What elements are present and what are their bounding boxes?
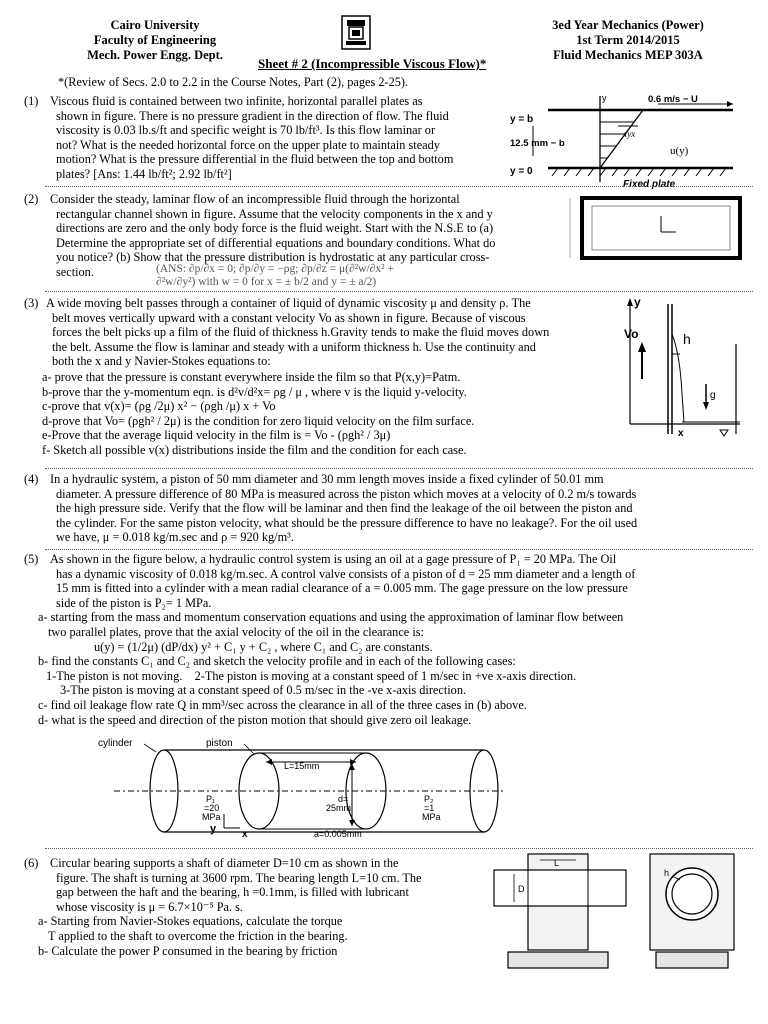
fig1-y-label: y [602,93,607,103]
q2-line: section. [56,264,94,279]
fig6-d-label: D [518,884,525,894]
question-number: (3) [24,296,39,310]
sheet-note: *(Review of Secs. 2.0 to 2.2 in the Course Notes, Part (2), pages 2-25). [58,75,409,89]
question-number: (6) [24,856,39,870]
q4-line: the high pressure side. Verify that the flow will be laminar and then find the leakage of the oil between the piston and [56,501,633,516]
university-block [70,18,240,63]
question-number: (4) [24,472,39,486]
q4-line: we have, μ = 0.018 kg/m.sec and ρ = 920 kg/m³. [56,530,294,545]
q6-item: b- Calculate the power P consumed in the bearing by friction [38,943,338,958]
q5-figure [94,738,514,838]
question-3 [24,296,619,458]
fig1-y0-label: y = 0 [510,166,533,177]
q3-item: f- Sketch all possible v(x) distributions inside the film and the condition for each case. [42,442,467,457]
separator [45,468,753,469]
q6-figure-side [490,852,630,978]
fig5-y-label: y [210,823,217,835]
q2-answer-line: (ANS: ∂p/∂x = 0; ∂p/∂y = −ρg; ∂p/∂z = μ(∂²w/∂x² + [156,263,394,275]
question-number: (1) [24,94,39,108]
separator [45,549,753,550]
fig5-cylinder-label: cylinder [98,738,133,749]
course-year: 3ed Year Mechanics (Power) [552,18,704,32]
fig1-u-label: u(y) [670,145,689,157]
q1-line: viscosity is 0.03 lb.s/ft and specific weight is 70 lb/ft³. Is this flow laminar or [56,123,436,138]
q4-line: In a hydraulic system, a piston of 50 mm diameter and 30 mm length moves inside a fixed cylinder of 50.01 mm [50,472,604,486]
q4-line: the cylinder. For the same piston velocity, what should be the pressure difference to have no leakage?. For the oil used [56,515,638,530]
q3-line: A wide moving belt passes through a container of liquid of dynamic viscosity μ and density ρ. The [46,296,531,310]
q5-item: 3-The piston is moving at a constant speed of 0.5 m/sec in the -ve x-axis direction. [60,683,467,698]
fig1-yb-label: y = b [510,114,534,125]
q3-item: c-prove that v(x)= (ρg /2μ) x² − (ρgh /μ) x + Vo [42,399,276,414]
q2-answer [156,263,394,288]
fig3-h-label: h [683,331,691,347]
q5-item: c- find oil leakage flow rate Q in mm³/sec across the clearance in all of the three cases in (b) above. [38,697,527,712]
fig3-g-label: g [710,390,716,401]
fig3-v-label: Vo [624,327,639,341]
q5-item: 1-The piston is not moving. 2-The piston is moving at a constant speed of 1 m/sec in +ve x-axis direction. [46,668,577,683]
q1-line: Viscous fluid is contained between two infinite, horizontal parallel plates as [50,94,423,108]
fig1-velocity-label: 0.6 m/s − U [648,94,698,105]
q5-line: side of the piston is P₂= 1 MPa. [56,595,212,610]
separator [45,848,753,849]
q6-figure-front [646,852,740,978]
q6-line: whose viscosity is μ = 6.7×10⁻⁵ Pa. s. [56,899,244,914]
q3-item: d-prove that Vo= (ρgh² / 2μ) is the condition for zero liquid velocity on the film surface. [42,413,475,428]
q6-item: a- Starting from Navier-Stokes equations, calculate the torque [38,914,343,929]
course-block [518,18,738,63]
fig5-p2-label: P₂ [424,794,434,804]
q1-line: plates? [Ans: 1.44 lb/ft²; 2.92 lb/ft²] [56,166,232,181]
q2-line: Consider the steady, laminar flow of an incompressible fluid through the horizontal [50,192,460,206]
q4-line: diameter. A pressure difference of 80 MPa is measured across the piston which moves at a velocity of 0.2 m/s towards [56,486,637,501]
q2-figure [560,192,750,264]
q3-line: the belt. Assume the flow is laminar and steady with a uniform thickness h. Use the continuity and [52,339,536,354]
q5-line: 15 mm is fitted into a cylinder with a mean radial clearance of a = 0.005 mm. The gage pressure on the low pressure [56,581,628,596]
fig5-p1-value: =20 [204,803,220,813]
q2-line: directions are zero and the only body force is the fluid weight. Start with the N.S.E to (a) [56,221,494,236]
separator [45,291,753,292]
q1-line: not? What is the needed horizontal force on the upper plate to maintain steady [56,137,440,152]
q3-item: a- prove that the pressure is constant everywhere inside the film so that P(x,y)=Patm. [42,369,461,384]
question-number: (2) [24,192,39,206]
q3-line: belt moves vertically upward with a constant velocity Vo as shown in figure. Because of viscous [52,310,526,325]
q6-line: gap between the haft and the bearing, h =0.1mm, is filled with lubricant [56,885,409,900]
q3-item: b-prove thar the y-momentum eqn. is d²v/d²x= ρg / μ , where v is the liquid y-velocity. [42,384,467,399]
q3-item: e-Prove that the average liquid velocity in the film is = Vo - (ρgh² / 3μ) [42,428,391,443]
faculty-name: Faculty of Engineering [93,33,217,47]
separator [45,186,753,187]
q5-item: u(y) = (1/2μ) (dP/dx) y² + C₁ y + C₂ , where C₁ and C₂ are constants. [94,639,433,654]
q2-answer-line: ∂²w/∂y²) with w = 0 for x = ± b/2 and y = ± a/2) [156,275,377,288]
question-1 [24,94,504,182]
q6-item: T applied to the shaft to overcome the friction in the bearing. [48,928,348,943]
fig6-l-label: L [554,858,560,868]
fig5-p2-value: =1 [424,803,435,813]
university-name: Cairo University [110,18,200,32]
fig1-gap-label: 12.5 mm − b [510,138,565,149]
q5-line: As shown in the figure below, a hydraulic control system is using an oil at a gage pressure of P₁ = 20 MPa. The Oil [50,552,617,566]
q5-item: a- starting from the mass and momentum conservation equations and using the approximation of laminar flow between [38,610,624,625]
q2-line: rectangular channel shown in figure. Assume that the velocity components in the x and y [56,206,493,221]
fig5-a-label: a=0.005mm [314,829,362,838]
question-4 [24,472,754,545]
q5-line: has a dynamic viscosity of 0.018 kg/m.sec. A control valve consists of a piston of d = 25 mm diameter and a length of [56,566,636,581]
q1-line: shown in figure. There is no pressure gradient in the direction of flow. The fluid [56,108,449,123]
fig5-length-label: L=15mm [284,761,320,771]
q5-item: b- find the constants C₁ and C₂ and sketch the velocity profile and in each of the following cases: [38,654,516,669]
fig6-h-label: h [664,868,670,878]
fig5-d-value: 25mm [326,803,352,813]
q1-figure [508,92,740,190]
fig5-p2-unit: MPa [422,812,441,822]
course-code: Fluid Mechanics MEP 303A [553,48,703,62]
question-5 [24,552,754,727]
fig5-d-label: d= [338,794,349,804]
fig5-piston-label: piston [206,738,233,749]
q2-line: Determine the appropriate set of differential equations and boundary conditions. What do [56,235,496,250]
q5-item: d- what is the speed and direction of the piston motion that should give zero oil leakage. [38,712,472,727]
department-name: Mech. Power Engg. Dept. [87,48,223,62]
course-term: 1st Term 2014/2015 [576,33,680,47]
question-6 [24,856,484,958]
fig5-x-label: x [242,829,248,838]
q3-line: both the x and y Navier-Stokes equations to: [52,354,271,369]
q5-item: two parallel plates, prove that the axial velocity of the oil in the clearance is: [48,624,424,639]
sheet-title: Sheet # 2 (Incompressible Viscous Flow)* [258,56,487,71]
fig3-x-label: x [678,428,684,439]
university-logo [340,14,372,52]
q2-line: you notice? (b) Show that the pressure distribution is hydrostatic at any particular cross- [56,250,490,265]
fig3-y-label: y [634,295,641,309]
fig1-plate-label: Fixed plate [623,179,676,190]
q3-line: forces the belt picks up a film of the fluid of thickness h.Gravity tends to make the fluid moves down [52,325,550,340]
q6-line: figure. The shaft is turning at 3600 rpm. The bearing length L=10 cm. The [56,870,422,885]
q6-line: Circular bearing supports a shaft of diameter D=10 cm as shown in the [50,856,399,870]
question-number: (5) [24,552,39,566]
fig1-tau-label: τyx [624,129,636,139]
fig5-p1-label: P₁ [206,794,216,804]
fig5-p1-unit: MPa [202,812,221,822]
q3-figure [620,294,750,442]
q1-line: motion? What is the pressure differential in the fluid between the top and bottom [56,152,454,167]
